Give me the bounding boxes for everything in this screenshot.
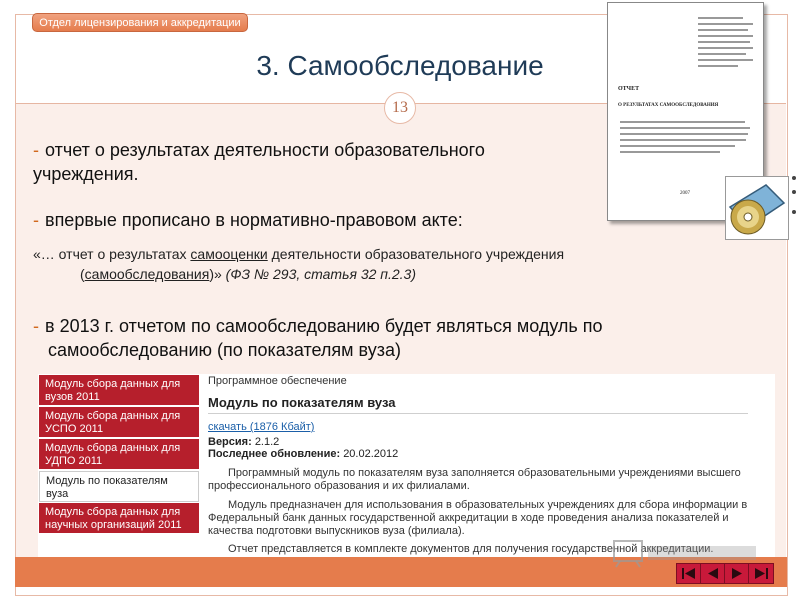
nav-last-button[interactable] xyxy=(748,563,774,584)
term-self-assessment: самооценки xyxy=(190,246,268,262)
edge-marker xyxy=(792,210,796,214)
bullet-2 xyxy=(33,208,463,232)
nav-prev-button[interactable] xyxy=(700,563,726,584)
slide-title: 3. Самообследование xyxy=(256,50,544,81)
bullet-3 xyxy=(33,314,603,362)
description-paragraph-3: Отчет представляется в комплекте документов для получения государственной аккредитации. xyxy=(228,543,714,555)
edge-marker xyxy=(792,190,796,194)
law-reference: (ФЗ № 293, статья 32 п.2.3) xyxy=(221,266,416,282)
bullet-1 xyxy=(33,138,485,186)
report-subheading: О РЕЗУЛЬТАТАХ САМООБСЛЕДОВАНИЯ xyxy=(618,103,719,108)
download-link[interactable]: скачать (1876 Кбайт) xyxy=(208,421,315,433)
description-paragraph-1: Программный модуль по показателям вуза заполняется образовательными учреждениями высшего профессионального образования и их филиалами. xyxy=(208,467,741,492)
nav-next-button[interactable] xyxy=(724,563,750,584)
nav-first-icon xyxy=(677,564,701,583)
law-quote-line1: «… отчет о результатах самооценки деятельности образовательного учреждения xyxy=(33,246,565,262)
divider xyxy=(208,413,748,414)
last-updated-info: Последнее обновление: 20.02.2012 xyxy=(208,448,399,460)
page-number: 13 xyxy=(384,92,416,124)
sidebar-item-uspo-2011[interactable]: Модуль сбора данных для УСПО 2011 xyxy=(39,407,199,438)
embedded-website-screenshot xyxy=(38,374,775,557)
version-info: Версия: 2.1.2 xyxy=(208,436,280,448)
module-sidebar xyxy=(38,374,201,557)
nav-prev-icon xyxy=(701,564,725,583)
bullet-mark: - xyxy=(33,210,39,230)
report-heading: ОТЧЕТ xyxy=(618,86,640,92)
bullet-3-line2: самообследованию (по показателям вуза) xyxy=(48,340,401,360)
bullet-2-text: впервые прописано в нормативно-правовом акте: xyxy=(45,210,463,230)
sidebar-item-vuz-2011[interactable]: Модуль сбора данных для вузов 2011 xyxy=(39,375,199,406)
bullet-1-line1: отчет о результатах деятельности образовательного xyxy=(45,140,485,160)
breadcrumb[interactable]: Программное обеспечение xyxy=(208,375,347,387)
nav-last-icon xyxy=(749,564,773,583)
sidebar-item-vuz-indicators[interactable]: Модуль по показателям вуза xyxy=(39,471,199,502)
nav-next-icon xyxy=(725,564,749,583)
edge-marker xyxy=(792,176,796,180)
bullet-mark: - xyxy=(33,316,39,336)
report-year: 2007 xyxy=(680,191,690,196)
law-quote-line2: (самообследования)» (ФЗ № 293, статья 32 п.2.3) xyxy=(80,266,416,282)
sidebar-item-udpo-2011[interactable]: Модуль сбора данных для УДПО 2011 xyxy=(39,439,199,470)
disc-icon xyxy=(725,176,789,240)
module-content xyxy=(208,374,775,557)
module-title: Модуль по показателям вуза xyxy=(208,395,396,410)
sidebar-item-science-2011[interactable]: Модуль сбора данных для научных организаций 2011 xyxy=(39,503,199,534)
bullet-1-line2: учреждения. xyxy=(33,164,139,184)
nav-first-button[interactable] xyxy=(676,563,702,584)
department-tab: Отдел лицензирования и аккредитации xyxy=(32,13,248,32)
term-self-examination: самообследования xyxy=(84,266,210,282)
description-paragraph-2: Модуль предназначен для использования в образовательных учреждениях для сбора информации в Федеральный банк данных государственной аккредитации в ходе проведения анализа показателей и качества подготовки выпускников вуза (филиала). xyxy=(208,499,748,537)
bullet-mark: - xyxy=(33,140,39,160)
bullet-3-line1: в 2013 г. отчетом по самообследованию будет являться модуль по xyxy=(45,316,603,336)
